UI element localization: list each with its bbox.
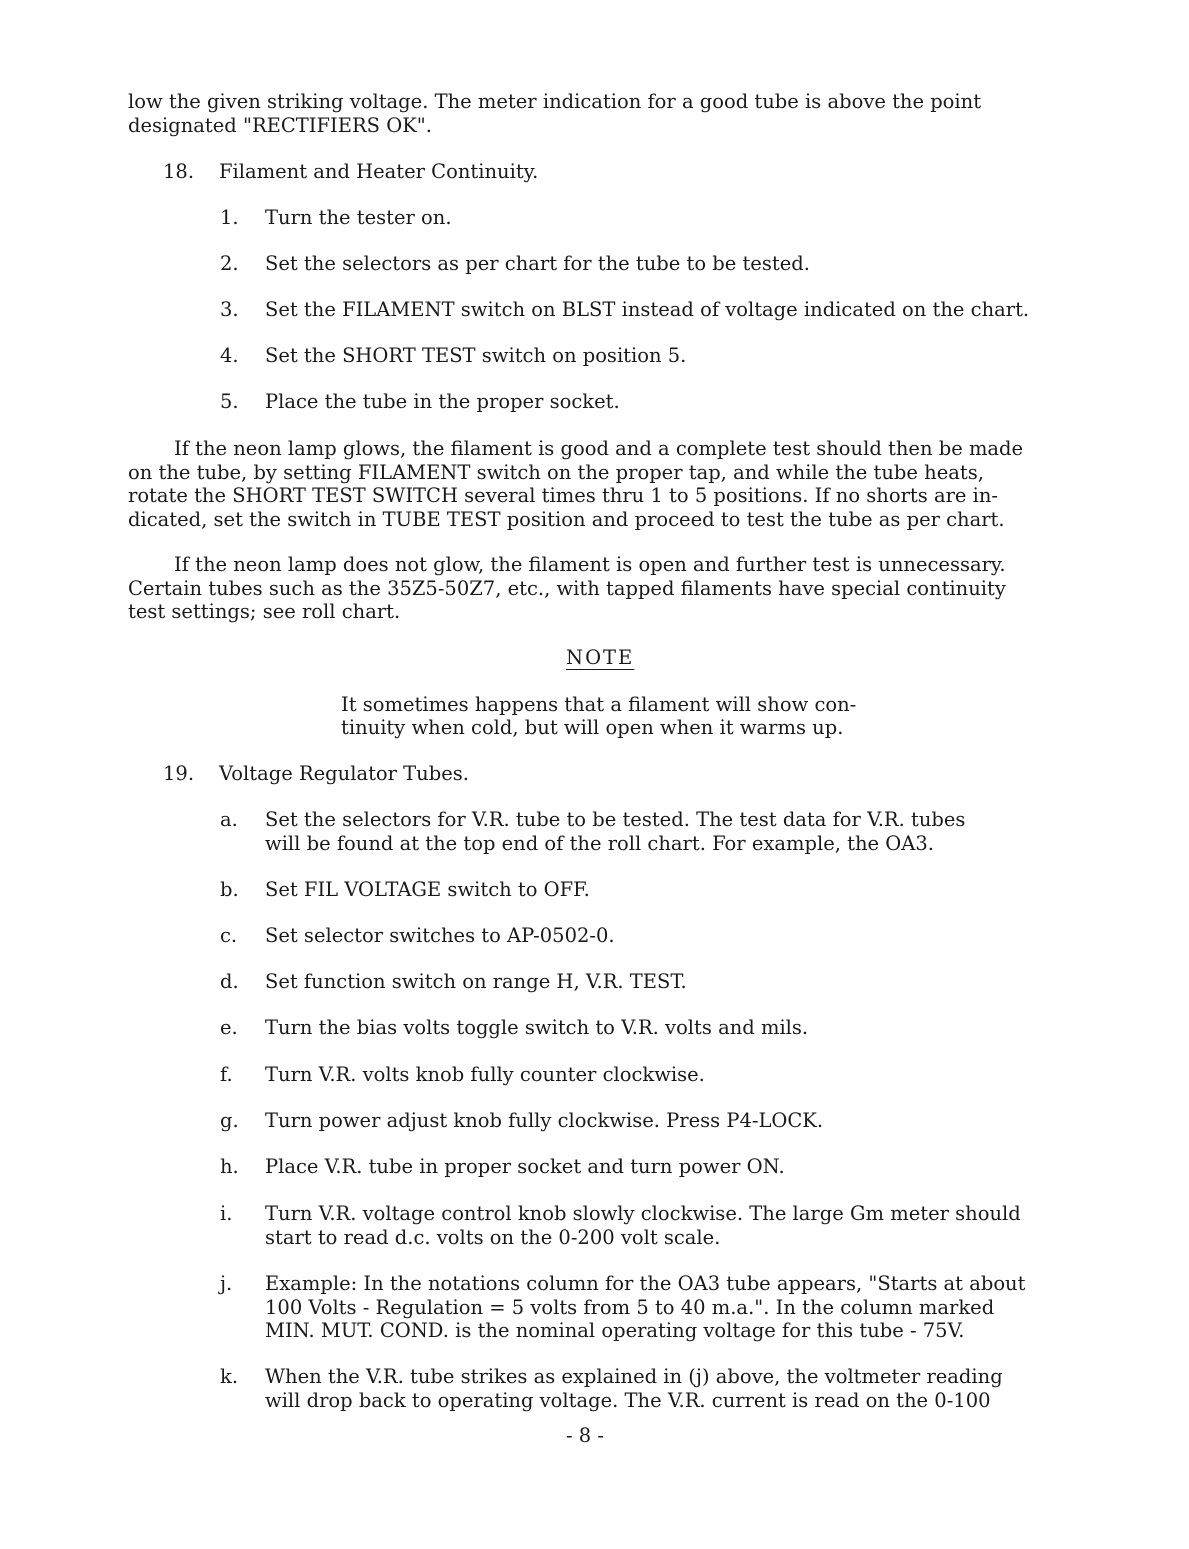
step-text: Turn V.R. volts knob fully counter clockwise. — [265, 1063, 705, 1086]
step-text: 100 Volts - Regulation = 5 volts from 5 to 40 m.a.". In the column marked — [265, 1296, 995, 1319]
step-marker: k. — [220, 1365, 239, 1388]
step-text: Set the SHORT TEST switch on position 5. — [265, 344, 687, 367]
paragraph-line: If the neon lamp glows, the filament is good and a complete test should then be made — [174, 437, 1024, 460]
section-18-number: 18. — [163, 160, 195, 183]
section-19-title: Voltage Regulator Tubes. — [219, 762, 469, 785]
note-title: NOTE — [566, 646, 635, 669]
step-text: Place V.R. tube in proper socket and turn power ON. — [265, 1155, 785, 1178]
step-marker: 2. — [220, 252, 239, 275]
note-line: tinuity when cold, but will open when it warms up. — [341, 716, 844, 739]
page-number: - 8 - — [566, 1424, 604, 1447]
step-text: Example: In the notations column for the OA3 tube appears, "Starts at about — [265, 1272, 1026, 1295]
step-marker: i. — [220, 1202, 233, 1225]
paragraph-line: If the neon lamp does not glow, the filament is open and further test is unnecessary. — [174, 553, 1006, 576]
step-marker: a. — [220, 808, 238, 831]
step-marker: j. — [220, 1272, 233, 1295]
step-marker: d. — [220, 970, 239, 993]
step-text: When the V.R. tube strikes as explained in (j) above, the voltmeter reading — [265, 1365, 1003, 1388]
step-marker: 4. — [220, 344, 239, 367]
step-marker: c. — [220, 924, 238, 947]
step-marker: f. — [220, 1063, 233, 1086]
step-text: Set the selectors for V.R. tube to be tested. The test data for V.R. tubes — [265, 808, 966, 831]
step-text: Place the tube in the proper socket. — [265, 390, 620, 413]
step-marker: 3. — [220, 298, 239, 321]
step-text: Turn V.R. voltage control knob slowly clockwise. The large Gm meter should — [265, 1202, 1021, 1225]
step-text: Set selector switches to AP-0502-0. — [265, 924, 615, 947]
step-text: Turn the bias volts toggle switch to V.R. volts and mils. — [265, 1016, 809, 1039]
paragraph-line: rotate the SHORT TEST SWITCH several times thru 1 to 5 positions. If no shorts are in- — [128, 484, 999, 507]
intro-line-1: low the given striking voltage. The meter indication for a good tube is above the point — [128, 90, 982, 113]
step-text: Turn power adjust knob fully clockwise. Press P4-LOCK. — [265, 1109, 824, 1132]
step-text: Set FIL VOLTAGE switch to OFF. — [265, 878, 590, 901]
step-text: Set the selectors as per chart for the tube to be tested. — [265, 252, 810, 275]
section-18-title: Filament and Heater Continuity. — [219, 160, 539, 183]
step-text: will be found at the top end of the roll chart. For example, the OA3. — [265, 832, 934, 855]
paragraph-line: Certain tubes such as the 35Z5-50Z7, etc., with tapped filaments have special continuity — [128, 577, 1006, 600]
step-marker: b. — [220, 878, 239, 901]
paragraph-line: dicated, set the switch in TUBE TEST position and proceed to test the tube as per chart. — [128, 508, 1005, 531]
step-text: start to read d.c. volts on the 0-200 volt scale. — [265, 1226, 721, 1249]
step-marker: g. — [220, 1109, 239, 1132]
paragraph-line: test settings; see roll chart. — [128, 600, 401, 623]
step-text: Turn the tester on. — [265, 206, 452, 229]
step-text: MIN. MUT. COND. is the nominal operating voltage for this tube - 75V. — [265, 1319, 965, 1342]
step-marker: e. — [220, 1016, 238, 1039]
step-marker: h. — [220, 1155, 239, 1178]
step-text: Set the FILAMENT switch on BLST instead of voltage indicated on the chart. — [265, 298, 1030, 321]
note-line: It sometimes happens that a filament will show con- — [341, 693, 857, 716]
step-marker: 1. — [220, 206, 239, 229]
step-marker: 5. — [220, 390, 239, 413]
step-text: will drop back to operating voltage. The V.R. current is read on the 0-100 — [265, 1389, 991, 1412]
section-19-number: 19. — [163, 762, 195, 785]
step-text: Set function switch on range H, V.R. TEST. — [265, 970, 687, 993]
paragraph-line: on the tube, by setting FILAMENT switch on the proper tap, and while the tube heats, — [128, 461, 984, 484]
intro-line-2: designated "RECTIFIERS OK". — [128, 114, 432, 137]
